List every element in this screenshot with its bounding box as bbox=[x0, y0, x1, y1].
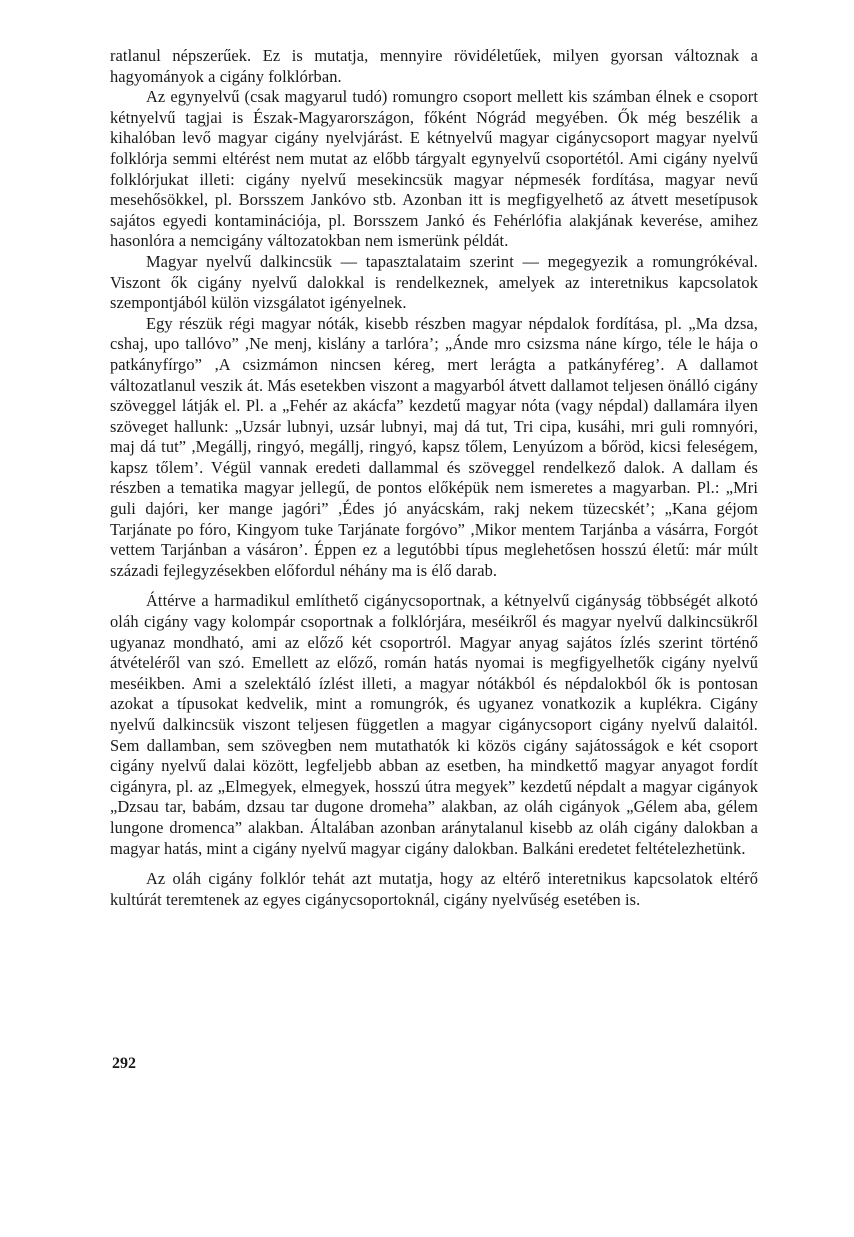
paragraph-vlach-group: Áttérve a harmadikul említhető cigánycsoportnak, a kétnyelvű cigányság többségét alkotó oláh cigány vagy kolompár csoportnak a folklórjára, meséikről és magyar nyelvű dalkincsükről ugyanaz mondható, ami az előző két csoportról. Magyar anyag sajátos ízlés szerint történő átvételéről van szó. Emellett az előző, román hatás nyomai is megfigyelhetők cigány nyelvű meséikben. Ami a szelektáló ízlést illeti, a magyar nótákból és népdalokból ők is pontosan azokat a típusokat kedvelik, mint a romungrók, és ugyanez vonatkozik a kuplékra. Cigány nyelvű dalkincsük viszont teljesen független a magyar cigánycsoport cigány nyelvű dalaitól. Sem dallamban, sem szövegben nem mutathatók ki közös cigány sajátosságok e két csoport cigány nyelvű dalai között, legfeljebb abban az esetben, ha mindkettő magyar anyagot fordít cigányra, pl. az „Elmegyek, elmegyek, hosszú útra megyek” kezdetű népdalt a magyar cigányok „Dzsau tar, babám, dzsau tar dugone dromeha” alakban, az oláh cigányok „Gélem aba, gélem lungone dromenca” alakban. Általában azonban aránytalanul kisebb az oláh cigány dalokban a magyar hatás, mint a cigány nyelvű magyar cigány dalokban. Balkáni eredetet feltételezhetünk. bbox=[110, 591, 758, 858]
paragraph-song-examples: Egy részük régi magyar nóták, kisebb részben magyar népdalok fordítása, pl. „Ma dzsa, cshaj, upo tallóvo” ,Ne menj, kislány a tarlóra’; „Ánde mro csizsma náne kírgo, téle le hája o patkányfírgo” ,A csizmámon nincsen kéreg, mert lerágta a patkányféreg’. A dallamot változatlanul veszik át. Más esetekben viszont a magyarból átvett dallamot teljesen önálló cigány szöveggel látják el. Pl. a „Fehér az akácfa” kezdetű magyar nóta (vagy népdal) dallamára ilyen szöveget hallunk: „Uzsár lubnyi, uzsár lubnyi, maj dá tut, Tri cipa, kusáhi, mri guli romnyóri, maj dá tut” ,Megállj, ringyó, megállj, ringyó, kapsz tőlem, Lenyúzom a bőröd, kicsi feleségem, kapsz tőlem’. Végül vannak eredeti dallammal és szöveggel rendelkező dalok. A dallam és részben a tematika magyar jellegű, de pontos előképük nem ismeretes a magyarban. Pl.: „Mri guli dajóri, ker mange jagóri” ,Édes jó anyácskám, rakj nekem tüzecskét’; „Kana géjom Tarjánate po fóro, Kingyom tuke Tarjánate forgóvo” ,Mikor mentem Tarjánba a vásárra, Forgót vettem Tarjánban a vásáron’. Éppen ez a legutóbbi típus meglehetősen hosszú életű: már múlt századi fejlegyzésekben előfordul néhány ma is élő darab. bbox=[110, 313, 758, 580]
paragraph-bilingual-group: Az egynyelvű (csak magyarul tudó) romungro csoport mellett kis számban élnek e csoport kétnyelvű tagjai is Észak-Magyarországon, főként Nógrád megyében. Ők még beszélik a kihalóban levő magyar cigány nyelvjárást. E kétnyelvű magyar cigánycsoport magyar nyelvű folklórja semmi eltérést nem mutat az előbb tárgyalt egynyelvű csoportétól. Ami cigány nyelvű folklórjukat illeti: cigány nyelvű mesekincsük magyar népmesék fordítása, magyar nevű mesehősökkel, pl. Borsszem Jankóvo stb. Azonban itt is megfigyelhető az átvett mesetípusok sajátos egyedi kontaminációja, pl. Borsszem Jankó és Fehérlófia alakjának keverése, amihez hasonlóra a nemcigány változatokban nem ismerünk példát. bbox=[110, 87, 758, 251]
paragraph-conclusion: Az oláh cigány folklór tehát azt mutatja, hogy az eltérő interetnikus kapcsolatok eltérő kultúrát teremtenek az egyes cigánycsoportoknál, cigány nyelvűség esetében is. bbox=[110, 869, 758, 909]
paragraph-song-repertoire: Magyar nyelvű dalkincsük — tapasztalataim szerint — megegyezik a romungrókéval. Viszont ők cigány nyelvű dalokkal is rendelkeznek, amelyek az interetnikus kapcsolatok szempontjából külön vizsgálatot igényelnek. bbox=[110, 251, 758, 313]
document-body bbox=[110, 46, 758, 910]
page-number: 292 bbox=[112, 1055, 136, 1072]
paragraph-continuation: ratlanul népszerűek. Ez is mutatja, mennyire rövidéletűek, milyen gyorsan változnak a hagyományok a cigány folklórban. bbox=[110, 46, 758, 86]
